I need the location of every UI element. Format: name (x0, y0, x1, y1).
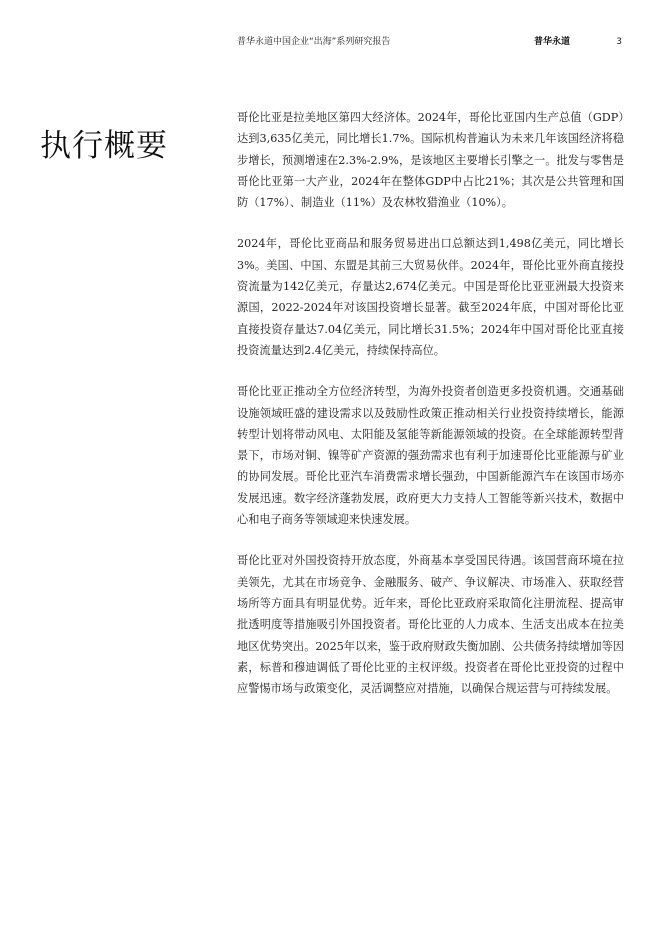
paragraph-trade-investment: 2024年，哥伦比亚商品和服务贸易进出口总额达到1,498亿美元，同比增长3%。美国、中国、东盟是其前三大贸易伙伴。2024年，哥伦比亚外商直接投资流量为142亿美元，存量达2,674亿美元。中国是哥伦比亚亚洲最大投资来源国，2022-2024年对该国投资增长显著。截至2024年底，中国对哥伦比亚直接投资存量达7.04亿美元，同比增长31.5%；2024年中国对哥伦比亚直接投资流量达到2.4亿美元，持续保持高位。 (237, 237, 624, 357)
paragraph-business-environment: 哥伦比亚对外国投资持开放态度，外商基本享受国民待遇。该国营商环境在拉美领先，尤其在市场竞争、金融服务、破产、争议解决、市场准入、获取经营场所等方面具有明显优势。近年来，哥伦比亚政府采取简化注册流程、提高审批透明度等措施吸引外国投资者。哥伦比亚的人力成本、生活支出成本在拉美地区优势突出。2025年以来，鉴于政府财政失衡加剧、公共债务持续增加等因素，标普和穆迪调低了哥伦比亚的主权评级。投资者在哥伦比亚投资的过程中应警惕市场与政策变化，灵活调整应对措施，以确保合规运营与可持续发展。 (237, 554, 624, 696)
page-number: 3 (616, 37, 622, 47)
paragraph-economy: 哥伦比亚是拉美地区第四大经济体。2024年，哥伦比亚国内生产总值（GDP）达到3,635亿美元，同比增长1.7%。国际机构普遍认为未来几年该国经济将稳步增长，预测增速在2.3%-2.9%，是该地区主要增长引擎之一。批发与零售是哥伦比亚第一大产业，2024年在整体GDP中占比21%；其次是公共管理和国防（17%）、制造业（11%）及农林牧猎渔业（10%）。 (237, 111, 624, 210)
paragraph-opportunities: 哥伦比亚正推动全方位经济转型，为海外投资者创造更多投资机遇。交通基础设施领域旺盛的建设需求以及鼓励性政策正推动相关行业投资持续增长，能源转型计划将带动风电、太阳能及氢能等新能源领域的投资。在全球能源转型背景下，市场对铜、镍等矿产资源的强劲需求也有利于加速哥伦比亚能源与矿业的协同发展。哥伦比亚汽车消费需求增长强劲，中国新能源汽车在该国市场亦发展迅速。数字经济蓬勃发展，政府更大力支持人工智能等新兴技术，数据中心和电子商务等领域迎来快速发展。 (237, 385, 624, 527)
page-header (237, 36, 622, 50)
brand-name: 普华永道 (534, 37, 571, 47)
report-series-title: 普华永道中国企业“出海”系列研究报告 (237, 37, 391, 47)
executive-summary-body (237, 107, 624, 719)
section-title: 执行概要 (40, 127, 168, 164)
